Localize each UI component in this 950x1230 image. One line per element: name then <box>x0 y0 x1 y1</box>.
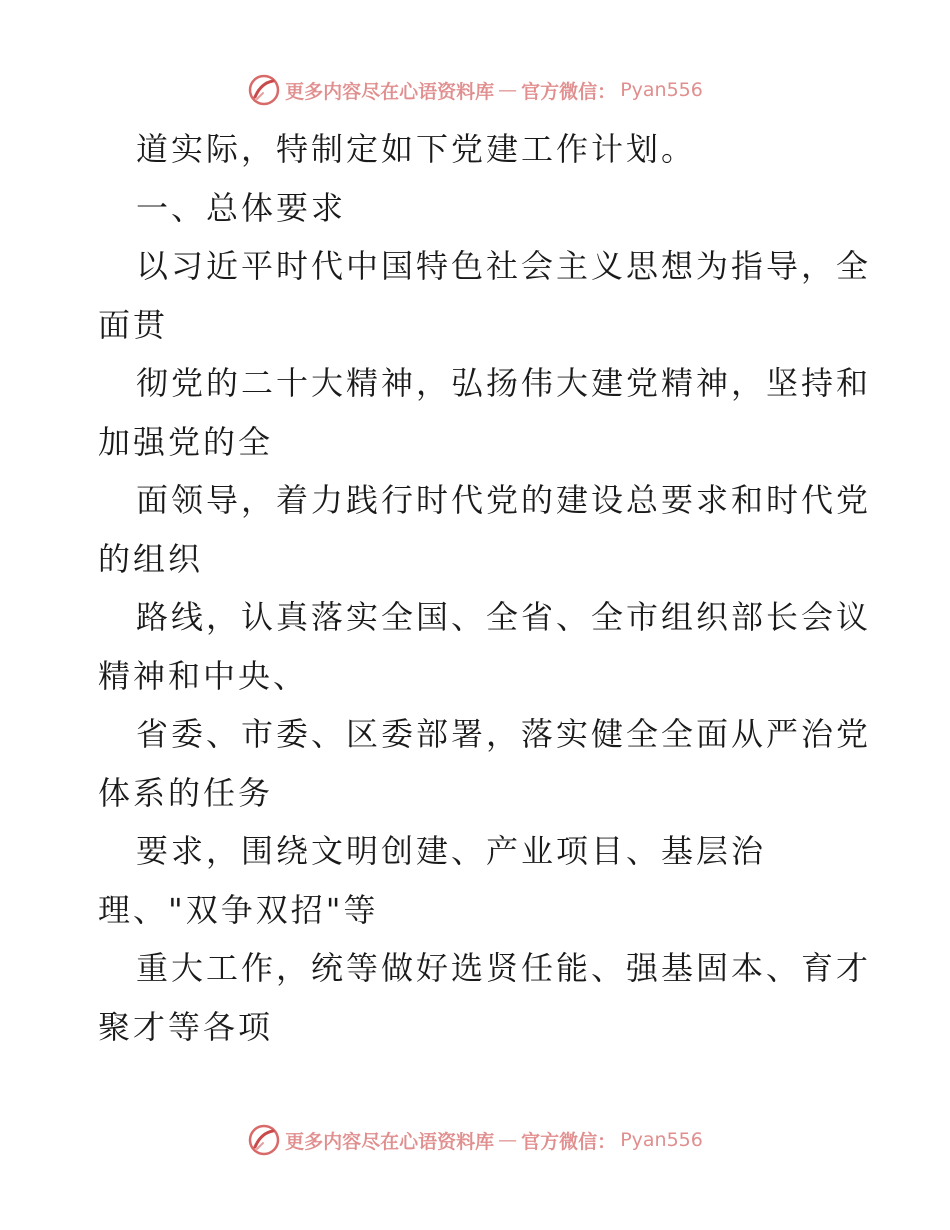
document-body <box>98 120 872 1056</box>
watermark-brand-text: 更多内容尽在心语资料库 <box>285 1130 495 1153</box>
watermark-separator: — <box>498 1129 518 1151</box>
watermark-wechat-id: Pyan556 <box>620 79 703 101</box>
paragraph-line: 以习近平时代中国特色社会主义思想为指导，全 <box>136 247 872 285</box>
paragraph-line: 要求，围绕文明创建、产业项目、基层治 <box>136 832 767 870</box>
footer-watermark <box>0 1120 950 1160</box>
paragraph-line: 面领导，着力践行时代党的建设总要求和时代党 <box>136 481 872 519</box>
pen-logo-icon <box>247 73 281 107</box>
paragraph-line: 聚才等各项 <box>98 1007 274 1046</box>
watermark-brand-text: 更多内容尽在心语资料库 <box>285 80 495 103</box>
paragraph-line: 省委、市委、区委部署，落实健全全面从严治党 <box>136 715 872 753</box>
watermark-separator: — <box>498 79 518 101</box>
paragraph-line: 彻党的二十大精神，弘扬伟大建党精神，坚持和 <box>136 364 872 402</box>
watermark-wechat-id: Pyan556 <box>620 1129 703 1151</box>
paragraph-line: 一、总体要求 <box>136 188 347 227</box>
watermark-wechat-label: 官方微信： <box>521 1130 617 1153</box>
paragraph-line: 面贯 <box>98 305 169 344</box>
paragraph-line: 路线，认真落实全国、全省、全市组织部长会议 <box>136 598 872 636</box>
paragraph-line: 的组织 <box>98 539 204 578</box>
paragraph-line: 理、"双争双招"等 <box>98 890 379 929</box>
paragraph-line: 精神和中央、 <box>98 656 309 695</box>
watermark-wechat-label: 官方微信： <box>521 80 617 103</box>
paragraph-line: 体系的任务 <box>98 773 274 812</box>
paragraph-line: 加强党的全 <box>98 422 274 461</box>
paragraph-line: 道实际，特制定如下党建工作计划。 <box>136 130 697 168</box>
pen-logo-icon <box>247 1123 281 1157</box>
paragraph-line: 重大工作，统等做好选贤任能、强基固本、育才 <box>136 949 872 987</box>
watermark-inner <box>247 1123 703 1157</box>
header-watermark <box>0 70 950 110</box>
watermark-inner <box>247 73 703 107</box>
